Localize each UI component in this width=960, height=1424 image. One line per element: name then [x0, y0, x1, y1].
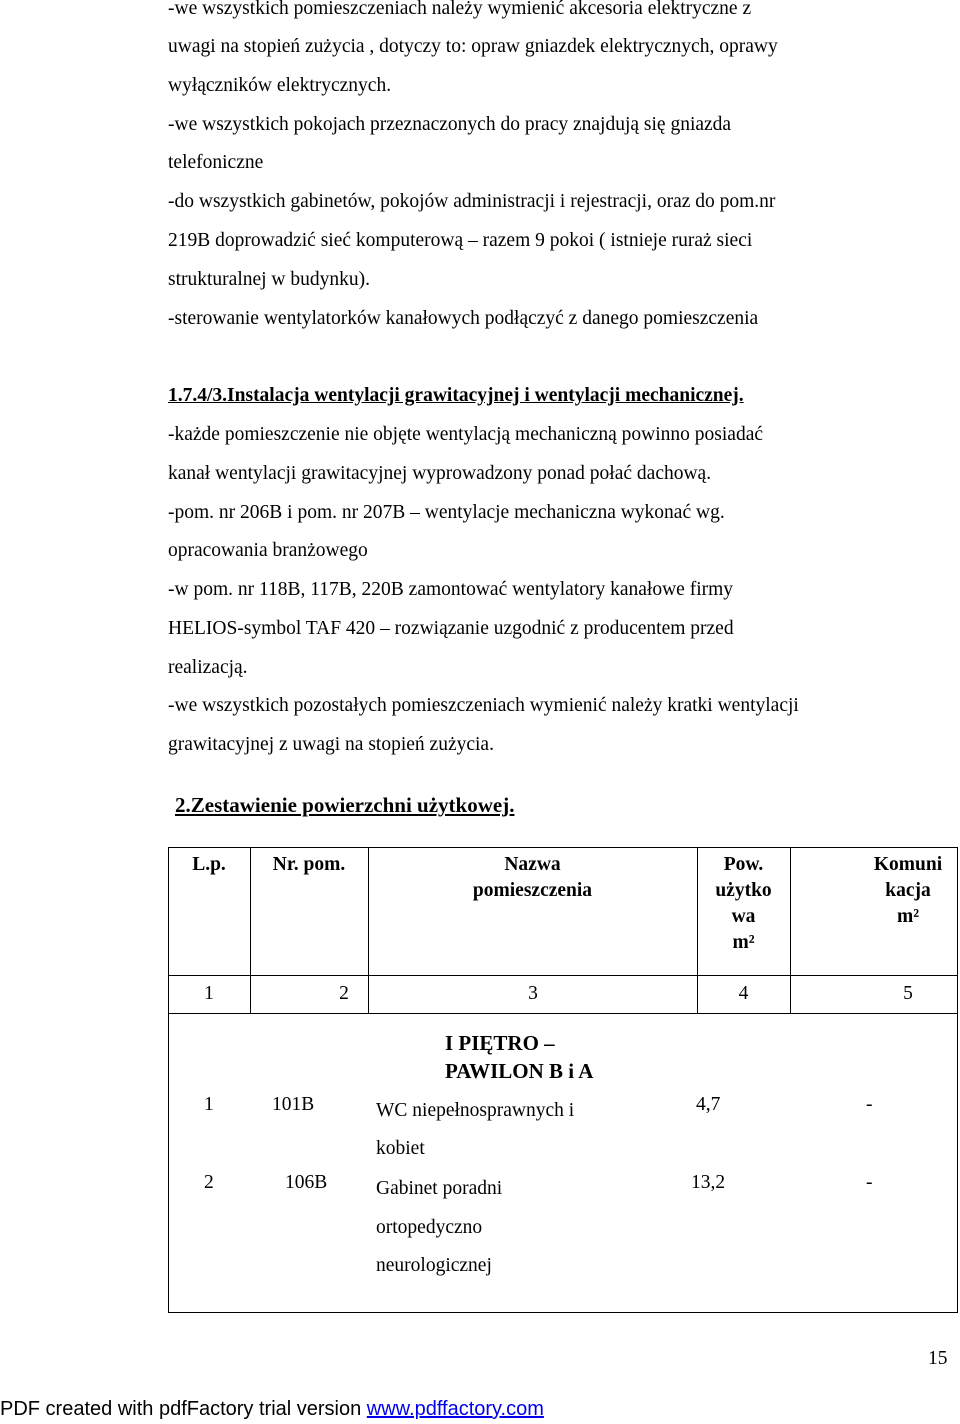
section-line: -pom. nr 206B i pom. nr 207B – wentylacje mechaniczna wykonać wg.	[168, 502, 725, 523]
body-line: -we wszystkich pomieszczeniach należy wymienić akcesoria elektryczne z	[168, 0, 752, 19]
table-cell-room-name	[376, 1170, 502, 1286]
header-communication	[850, 852, 960, 930]
section-line: opracowania branżowego	[168, 540, 368, 561]
pdf-footer	[0, 1396, 544, 1422]
section-line: -każde pomieszczenie nie objęte wentylacją mechaniczną powinno posiadać	[168, 424, 764, 445]
body-line: -we wszystkich pokojach przeznaczonych do pracy znajdują się gniazda	[168, 114, 732, 135]
body-line: wyłączników elektrycznych.	[168, 75, 392, 96]
column-divider	[790, 847, 791, 1013]
section-line: HELIOS-symbol TAF 420 – rozwiązanie uzgodnić z producentem przed	[168, 618, 734, 639]
table-cell-room-name	[376, 1092, 574, 1168]
table-cell-room-number: 101B	[272, 1094, 315, 1115]
floor-group-title-line: I PIĘTRO –	[445, 1031, 555, 1055]
table-top-border	[168, 847, 958, 848]
table-cell-room-name-line: WC niepełnosprawnych i	[376, 1100, 575, 1121]
table-header-divider	[168, 975, 958, 976]
body-line: 219B doprowadzić sieć komputerową – razem 9 pokoi ( istnieje ruraż sieci	[168, 230, 753, 251]
body-line: -sterowanie wentylatorków kanałowych podłączyć z danego pomieszczenia	[168, 308, 759, 329]
table-cell-room-name-line: neurologicznej	[376, 1255, 492, 1276]
section-line: kanał wentylacji grawitacyjnej wyprowadzony ponad połać dachową.	[168, 463, 712, 484]
column-number: 4	[738, 983, 749, 1004]
header-room-name	[368, 852, 697, 904]
table-heading: 2.Zestawienie powierzchni użytkowej.	[175, 793, 515, 817]
footer-link[interactable]: www.pdffactory.com	[366, 1398, 544, 1420]
table-number-divider	[168, 1013, 958, 1014]
body-line: -do wszystkich gabinetów, pokojów administracji i rejestracji, oraz do pom.nr	[168, 191, 776, 212]
column-number: 3	[528, 983, 538, 1004]
floor-group-title	[445, 1029, 593, 1085]
table-cell-area: 13,2	[691, 1172, 726, 1193]
header-room-name-line: Nazwa	[504, 854, 561, 875]
table-cell-room-name-line: ortopedyczno	[376, 1216, 483, 1238]
header-communication-line: kacja	[885, 880, 931, 901]
header-usable-area-line: Pow.	[723, 854, 764, 875]
header-usable-area-line: użytko	[715, 880, 772, 901]
header-usable-area-line: wa	[731, 906, 756, 927]
table-cell-room-name-line: kobiet	[376, 1138, 425, 1159]
header-usable-area-line: m²	[732, 932, 755, 953]
footer-text: PDF created with pdfFactory trial version	[0, 1398, 367, 1420]
column-number: 5	[903, 983, 913, 1004]
header-usable-area	[697, 852, 790, 956]
header-lp: L.p.	[192, 854, 226, 875]
header-room-name-line: pomieszczenia	[472, 880, 593, 901]
section-line: -we wszystkich pozostałych pomieszczeniach wymienić należy kratki wentylacji	[168, 695, 799, 716]
table-cell-area: 4,7	[696, 1094, 721, 1115]
table-cell-room-number: 106B	[285, 1172, 328, 1193]
table-left-border	[168, 847, 169, 1313]
floor-group-title-line: PAWILON B i A	[445, 1059, 594, 1083]
page-number: 15	[928, 1348, 948, 1369]
section-line: grawitacyjnej z uwagi na stopień zużycia.	[168, 734, 494, 755]
section-heading: 1.7.4/3.Instalacja wentylacji grawitacyjnej i wentylacji mechanicznej.	[168, 385, 744, 406]
header-room-number: Nr. pom.	[272, 854, 346, 875]
table-cell-lp: 2	[204, 1172, 214, 1193]
table-bottom-border	[168, 1312, 958, 1313]
header-communication-line: m²	[896, 906, 920, 927]
column-number: 1	[204, 983, 214, 1004]
body-line: telefoniczne	[168, 152, 264, 173]
body-line: strukturalnej w budynku).	[168, 269, 371, 290]
section-line: -w pom. nr 118B, 117B, 220B zamontować wentylatory kanałowe firmy	[168, 579, 734, 600]
table-cell-communication: -	[866, 1094, 873, 1115]
table-cell-communication: -	[866, 1172, 873, 1193]
column-number: 2	[339, 983, 349, 1004]
header-communication-line: Komuni	[873, 854, 943, 875]
table-cell-lp: 1	[204, 1094, 214, 1115]
section-line: realizacją.	[168, 657, 248, 678]
table-cell-room-name-line: Gabinet poradni	[376, 1178, 503, 1199]
body-line: uwagi na stopień zużycia , dotyczy to: opraw gniazdek elektrycznych, oprawy	[168, 36, 778, 57]
